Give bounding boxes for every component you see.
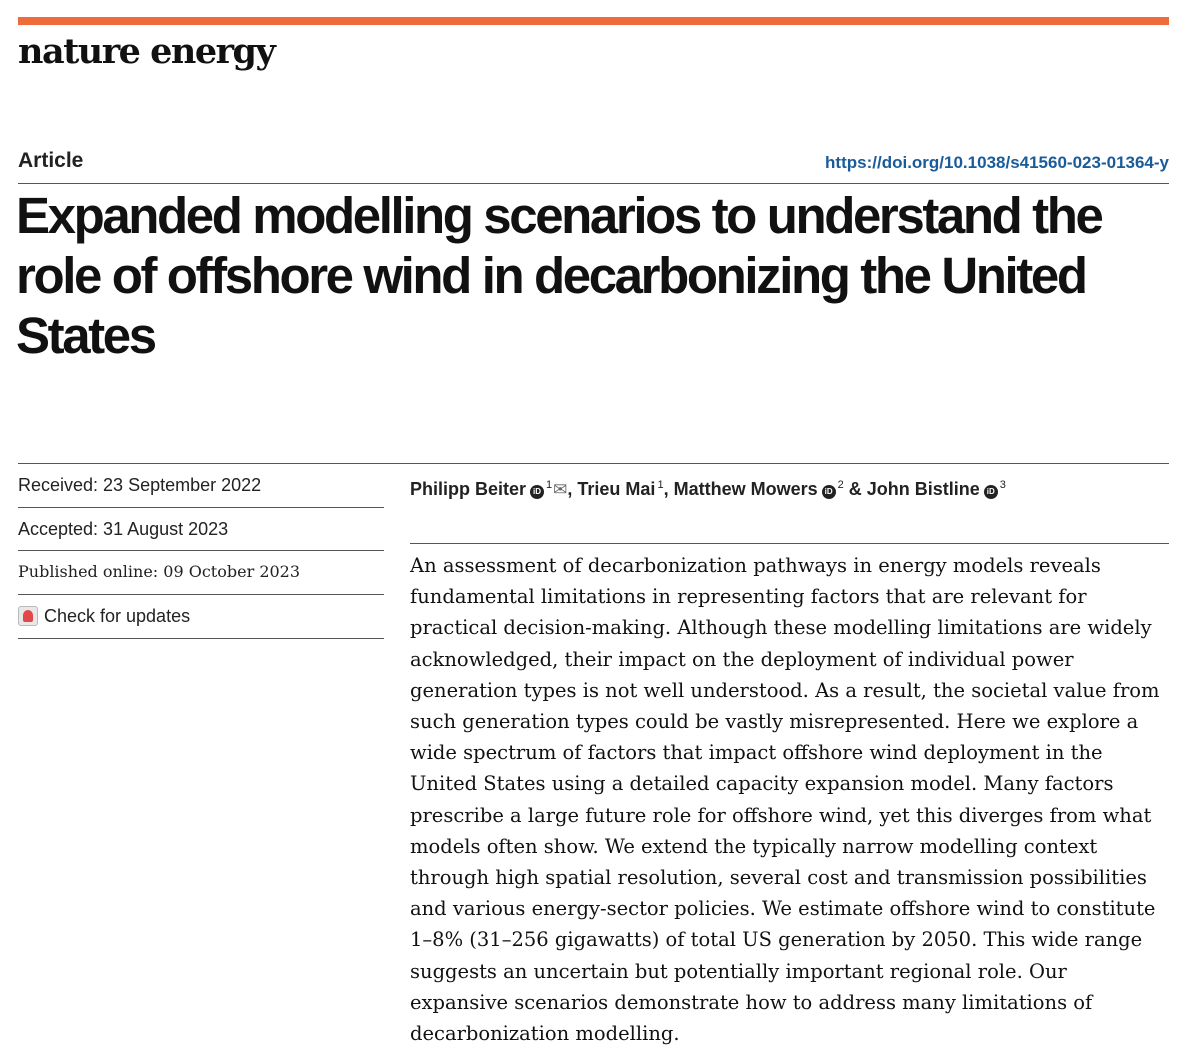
- affiliation-number: 1: [546, 479, 553, 491]
- divider: [18, 594, 384, 595]
- article-type-label: Article: [18, 149, 84, 172]
- article-title: Expanded modelling scenarios to understand the role of offshore wind in decarbonizing the United States: [16, 187, 1102, 364]
- received-date: Received: 23 September 2022: [18, 475, 262, 495]
- divider: [18, 507, 384, 508]
- divider: [18, 638, 384, 639]
- divider: [18, 550, 384, 551]
- abstract-text: An assessment of decarbonization pathways in energy models reveals fundamental limitations in representing factors that are relevant for practical decision-making. Although these modelling limitations are widely acknowledged, their impact on the deployment of individual power generation types is not well understood. As a result, the societal value from such generation types could be vastly misrepresented. Here we explore a wide spectrum of factors that impact offshore wind deployment in the United States using a detailed capacity expansion model. Many factors prescribe a large future role for offshore wind, yet this diverges from what models often show. We extend the typically narrow modelling context through high spatial resolution, several cost and transmission possibilities and various energy-sector policies. We estimate offshore wind to constitute 1–8% (31–256 gigawatts) of total US generation by 2050. This wide range suggests an uncertain but potentially important regional role. Our expansive scenarios demonstrate how to address many limitations of decarbonization modelling.: [410, 554, 1160, 1046]
- accepted-date: Accepted: 31 August 2023: [18, 519, 229, 539]
- journal-accent-bar: [18, 17, 1169, 25]
- divider: [18, 183, 1169, 184]
- journal-name[interactable]: nature energy: [18, 31, 275, 72]
- affiliation-number: 3: [999, 479, 1006, 491]
- author-name[interactable]: John Bistline: [866, 479, 980, 499]
- published-date: Published online: 09 October 2023: [18, 562, 301, 581]
- author-name[interactable]: Matthew Mowers: [673, 479, 818, 499]
- author-name[interactable]: Philipp Beiter: [410, 479, 527, 499]
- check-for-updates-label: Check for updates: [44, 606, 191, 626]
- crossmark-icon: [18, 606, 38, 626]
- divider: [410, 543, 1169, 544]
- orcid-icon[interactable]: iD: [822, 485, 836, 499]
- author-name[interactable]: Trieu Mai: [577, 479, 656, 499]
- doi-link[interactable]: https://doi.org/10.1038/s41560-023-01364-y: [825, 153, 1169, 172]
- check-for-updates-button[interactable]: [18, 605, 190, 627]
- affiliation-number: 2: [837, 479, 844, 491]
- orcid-icon[interactable]: iD: [984, 485, 998, 499]
- email-icon[interactable]: ✉: [553, 480, 568, 499]
- affiliation-number: 1: [657, 479, 664, 491]
- divider: [18, 463, 1169, 464]
- orcid-icon[interactable]: iD: [530, 485, 544, 499]
- author-list: Philipp Beiter iD$^1$✉, Trieu Mai $^1$, Matthew Mowers iD$^2$ & John Bistline iD$^3$: [410, 479, 1006, 499]
